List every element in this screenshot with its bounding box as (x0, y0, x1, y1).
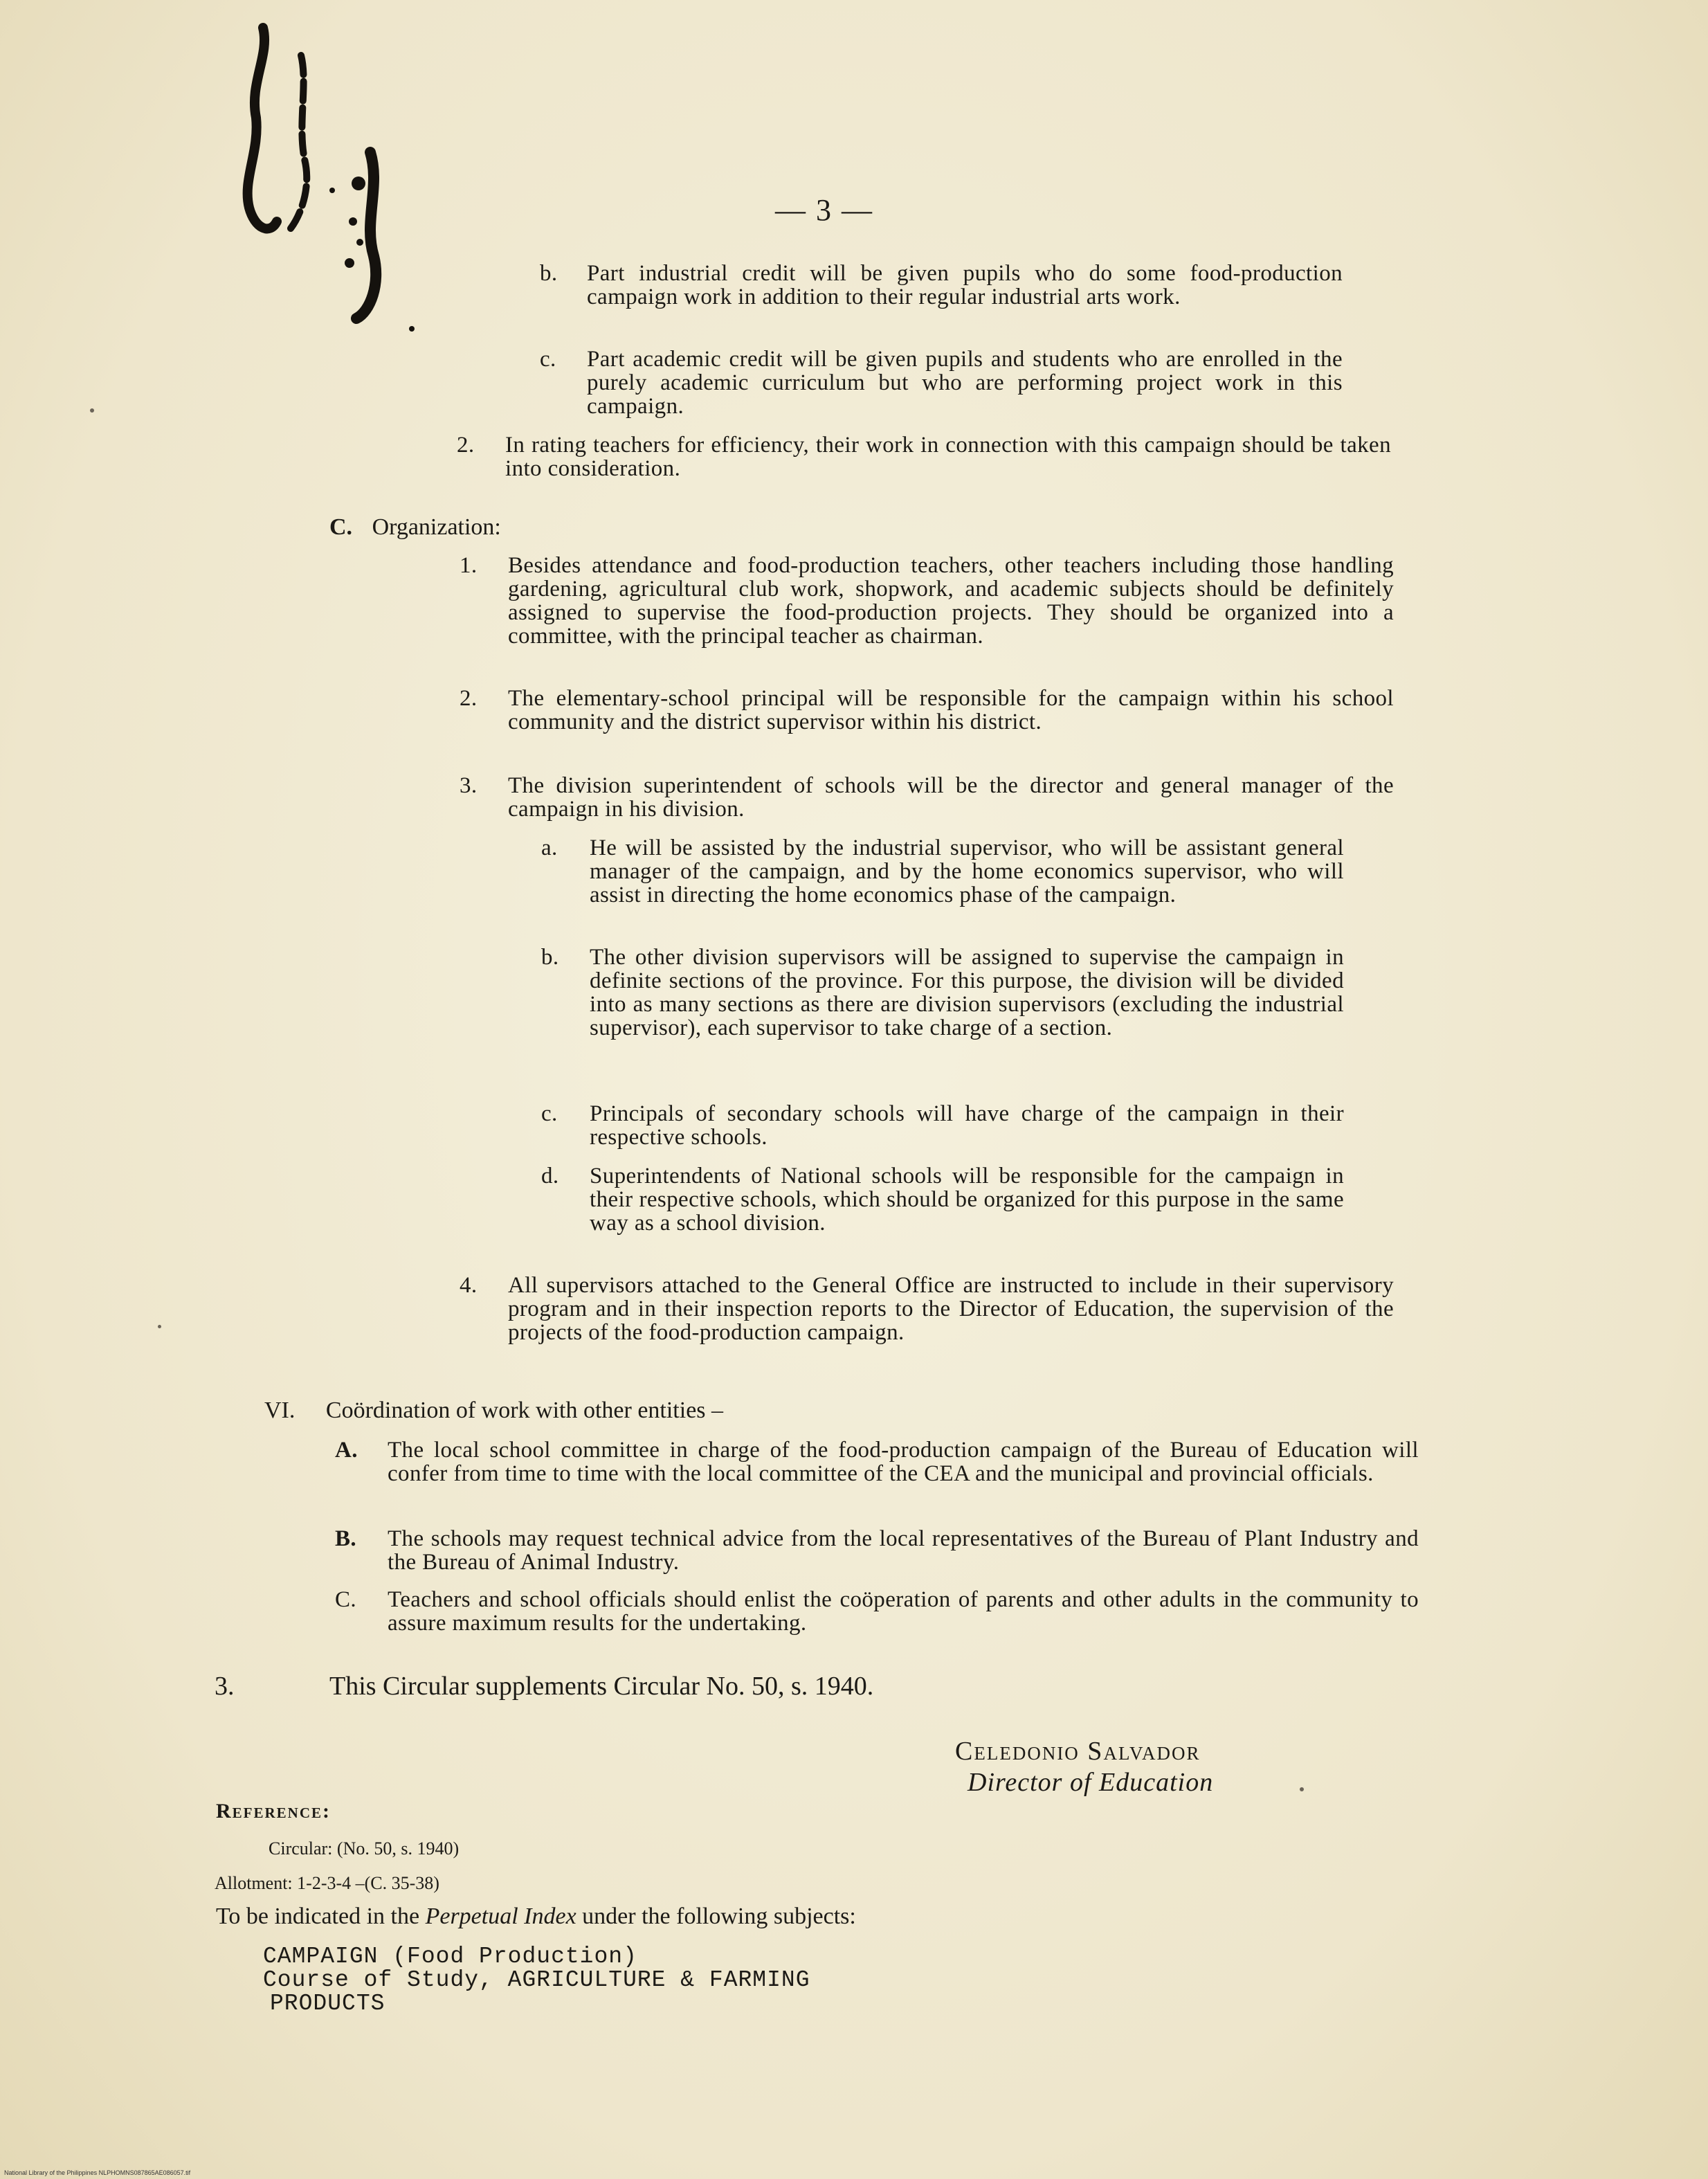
index-intro-pre: To be indicated in the (216, 1904, 426, 1929)
item-label: b. (541, 945, 559, 970)
item-label: 1. (460, 553, 478, 578)
org-item-3 (460, 774, 1394, 821)
section-label: C. (329, 514, 353, 540)
item-text: This Circular supplements Circular No. 50, s. 1940. (329, 1672, 874, 1701)
index-intro-emphasis: Perpetual Index (425, 1904, 576, 1929)
item-label: C. (335, 1587, 357, 1612)
item-text: The local school committee in charge of the food-production campaign of the Bureau of Education will confer from time to time with the local committee of the CEA and the municipal and provincial officials. (388, 1438, 1419, 1486)
item-text: Superintendents of National schools will be responsible for the campaign in their respective schools, which should be organized for this purpose in the same way as a school division. (590, 1164, 1344, 1236)
section-c-heading (329, 515, 501, 540)
section-title: Coördination of work with other entities – (325, 1398, 724, 1423)
index-subject: Course of Study, AGRICULTURE & FARMING (263, 1967, 810, 1993)
item-3-supplements (215, 1672, 874, 1701)
item-text: Part industrial credit will be given pupils who do some food-production campaign work in addition to their regular industrial arts work. (587, 261, 1343, 309)
org-item-3a (541, 836, 1344, 907)
reference-circular: Circular: (No. 50, s. 1940) (269, 1838, 460, 1859)
reference-heading: Reference: (216, 1800, 331, 1823)
page-number: — 3 — (775, 193, 873, 227)
item-label: b. (540, 261, 558, 286)
item-text: He will be assisted by the industrial supervisor, who will be assistant general manager of the campaign, and by the home economics supervisor, who will assist in directing the home economics phase of the campaign. (590, 835, 1344, 907)
section-vi-heading (264, 1398, 723, 1423)
item-text: The schools may request technical advice from the local representatives of the Bureau of Plant Industry and the Bureau of Animal Industry. (388, 1526, 1419, 1575)
item-label: 4. (460, 1273, 478, 1298)
item-text: The other division supervisors will be assigned to supervise the campaign in definite sections of the province. For this purpose, the division will be divided into as many sections as there are division supervisors (excluding the industrial supervisor), each supervisor to take charge of a section. (590, 945, 1344, 1040)
section-title: Organization: (372, 514, 501, 540)
paper-speck (1300, 1787, 1304, 1791)
item-text: In rating teachers for efficiency, their work in connection with this campaign should be taken into consideration. (505, 433, 1391, 481)
item-label: A. (335, 1438, 358, 1463)
item-label: 2. (460, 686, 478, 711)
item-label: c. (541, 1101, 558, 1126)
index-subject: PRODUCTS (270, 1991, 385, 2016)
item-text: All supervisors attached to the General Office are instructed to include in their supervisory program and in their inspection reports to the Director of Education, the supervision of the projects of the food-production campaign. (508, 1273, 1394, 1345)
signature-title: Director of Education (967, 1768, 1214, 1797)
index-intro-post: under the following subjects: (576, 1904, 856, 1929)
signature-name: Celedonio Salvador (955, 1737, 1201, 1766)
index-subject: CAMPAIGN (Food Production) (263, 1944, 637, 1969)
item-label: 3. (215, 1672, 235, 1701)
org-item-4 (460, 1274, 1394, 1344)
index-intro (216, 1904, 856, 1930)
ink-blot-marks (221, 14, 443, 346)
section-label: VI. (264, 1398, 296, 1423)
item-text: Part academic credit will be given pupils and students who are enrolled in the purely academic curriculum but who are performing project work in this campaign. (587, 347, 1343, 419)
org-item-2 (460, 687, 1394, 734)
org-item-3c (541, 1102, 1344, 1149)
item-label: d. (541, 1164, 559, 1188)
coord-item-c (335, 1588, 1419, 1635)
item-2 (457, 433, 1391, 480)
reference-allotment: Allotment: 1-2-3-4 –(C. 35-38) (215, 1873, 439, 1893)
coord-item-b (335, 1527, 1419, 1574)
item-text: The elementary-school principal will be responsible for the campaign within his school community and the district supervisor within his district. (508, 686, 1394, 734)
org-item-1 (460, 554, 1394, 648)
item-label: c. (540, 347, 556, 372)
org-item-3d (541, 1164, 1344, 1235)
item-text: Teachers and school officials should enlist the coöperation of parents and other adults in the community to assure maximum results for the undertaking. (388, 1587, 1419, 1636)
item-label: B. (335, 1526, 357, 1551)
scan-footer: National Library of the Philippines NLPHOMNS087865AE086057.tif (4, 2169, 191, 2176)
item-text: Principals of secondary schools will have charge of the campaign in their respective schools. (590, 1101, 1344, 1150)
paper-speck (158, 1325, 161, 1328)
item-label: 3. (460, 773, 478, 798)
item-label: a. (541, 835, 558, 860)
item-text: Besides attendance and food-production teachers, other teachers including those handling gardening, agricultural club work, shopwork, and academic subjects should be definitely assigned to supervise the food-production projects. They should be organized into a committee, with the principal teacher as chairman. (508, 553, 1394, 649)
item-label: 2. (457, 433, 475, 458)
coord-item-a (335, 1438, 1419, 1485)
item-c (540, 347, 1343, 418)
item-b (540, 262, 1343, 309)
item-text: The division superintendent of schools will be the director and general manager of the campaign in his division. (508, 773, 1394, 822)
org-item-3b (541, 946, 1344, 1040)
paper-speck (90, 408, 94, 413)
